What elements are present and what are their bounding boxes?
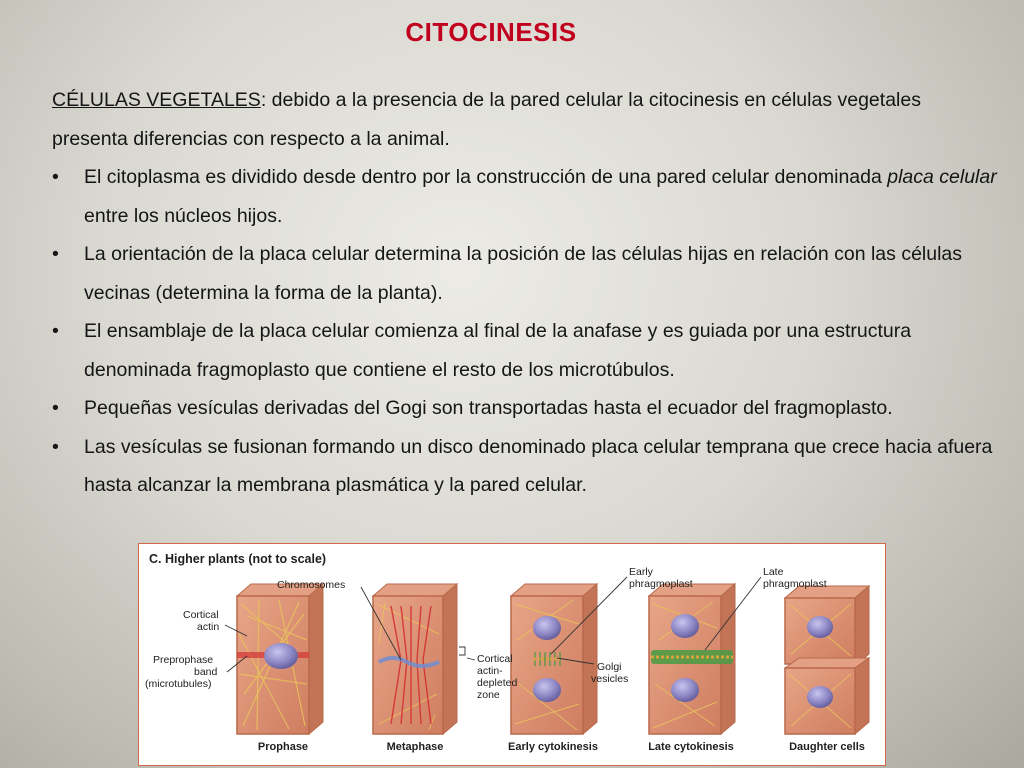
bullet-text: La orientación de la placa celular determina la posición de las células hijas en relación con las células vecinas (determina la forma de la planta). — [84, 243, 963, 304]
bullet-item — [52, 389, 997, 428]
callout-line: Early — [629, 566, 653, 578]
nucleus — [807, 616, 833, 638]
slide-body — [52, 81, 997, 505]
stage-label-daughter-cells: Daughter cells — [789, 741, 865, 753]
figure-heading: C. Higher plants (not to scale) — [149, 552, 327, 566]
callout-line: Preprophase — [153, 654, 214, 666]
callout-early-phragmoplast — [629, 566, 693, 590]
nucleus — [533, 616, 561, 640]
bullet-italic-term: placa celular — [887, 166, 997, 188]
callout-line: phragmoplast — [629, 578, 693, 590]
callout-golgi-vesicles — [591, 661, 628, 685]
callout-line: actin- — [477, 665, 503, 677]
callout-line: Cortical — [477, 653, 513, 665]
early-cytokinesis-cell — [511, 584, 597, 734]
bullet-text: Las vesículas se fusionan formando un disco denominado placa celular temprana que crece hacia afuera hasta alcanzar la membrana plasmática y la pared celular. — [84, 435, 993, 496]
late-cytokinesis-cell — [649, 584, 735, 734]
bullet-text: El ensamblaje de la placa celular comienza al final de la anafase y es guiada por una estructura denominada fragmoplasto que contiene el resto de los microtúbulos. — [84, 320, 912, 381]
bullet-item — [52, 312, 997, 389]
nucleus — [264, 643, 298, 669]
callout-late-phragmoplast — [763, 566, 827, 590]
callout-line: zone — [477, 689, 500, 701]
daughter-cells — [785, 586, 869, 734]
slide-title: CITOCINESIS — [405, 17, 577, 47]
callout-line: phragmoplast — [763, 578, 827, 590]
callout-line: vesicles — [591, 673, 629, 685]
nucleus — [671, 614, 699, 638]
stage-label-late-cytokinesis: Late cytokinesis — [648, 741, 734, 753]
callout-line: band — [194, 666, 218, 678]
callout-line: (microtubules) — [145, 678, 212, 690]
nucleus — [807, 686, 833, 708]
callout-preprophase-band — [145, 654, 220, 690]
prophase-cell — [237, 584, 323, 734]
cytokinesis-figure — [138, 543, 886, 766]
nucleus — [671, 678, 699, 702]
callout-cortical-actin — [183, 609, 222, 633]
bullet-text: Pequeñas vesículas derivadas del Gogi son transportadas hasta el ecuador del fragmoplasto. — [84, 397, 893, 419]
intro-label: CÉLULAS VEGETALES — [52, 89, 261, 111]
intro-paragraph — [52, 81, 997, 158]
callout-line: Late — [763, 566, 784, 578]
callout-chromosomes: Chromosomes — [277, 579, 346, 591]
bullet-text: El citoplasma es dividido desde dentro por la construcción de una pared celular denominada — [84, 166, 888, 188]
callout-line: Cortical — [183, 609, 219, 621]
callout-line: actin — [197, 621, 220, 633]
bullet-item — [52, 428, 997, 505]
metaphase-cell — [373, 584, 457, 734]
bullet-list — [52, 158, 997, 505]
bullet-text-end: entre los núcleos hijos. — [84, 204, 283, 227]
nucleus — [533, 678, 561, 702]
stage-label-prophase: Prophase — [257, 741, 309, 753]
bullet-item — [52, 158, 997, 235]
stage-label-metaphase: Metaphase — [386, 741, 444, 753]
callout-line: depleted — [477, 677, 518, 689]
bullet-item — [52, 235, 997, 312]
intro-text: : debido a la presencia de la pared celular la citocinesis en células vegetales presenta diferencias con respecto a la animal. — [52, 89, 921, 150]
callout-line: Golgi — [597, 661, 622, 673]
stage-label-early-cytokinesis: Early cytokinesis — [508, 741, 598, 753]
